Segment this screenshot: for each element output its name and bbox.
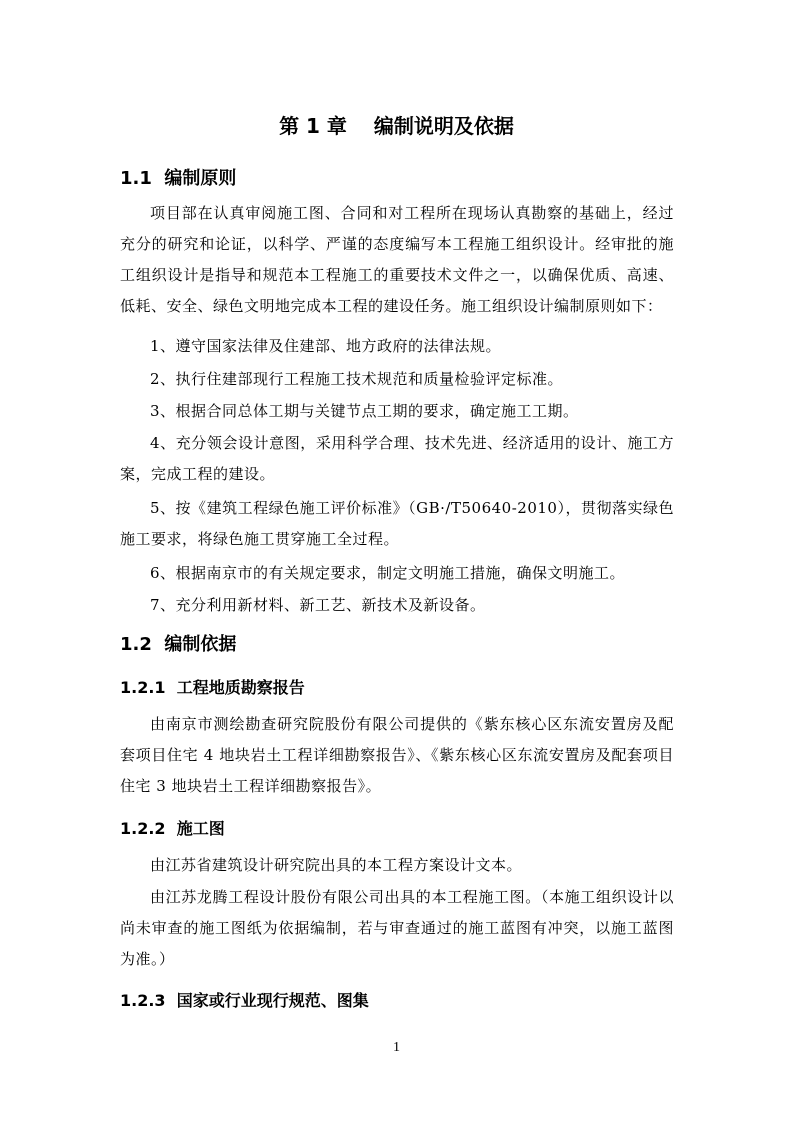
paragraph-scheme-design: 由江苏省建筑设计研究院出具的本工程方案设计文本。 — [150, 856, 523, 874]
section-heading-1-2-1: 1.2.1 工程地质勘察报告 — [120, 678, 305, 697]
paragraph-construction-drawings: 由江苏龙腾工程设计股份有限公司出具的本工程施工图。（本施工组织设计以尚未审查的施工图纸为依据编制，若与审查通过的施工蓝图有冲突，以施工蓝图为准。） — [120, 888, 674, 968]
section-heading-1-2-2: 1.2.2 施工图 — [120, 819, 225, 838]
principle-item-3: 3、根据合同总体工期与关键节点工期的要求，确定施工工期。 — [150, 402, 579, 420]
principle-item-2: 2、执行住建部现行工程施工技术规范和质量检验评定标准。 — [150, 370, 564, 388]
principle-item-1: 1、遵守国家法律及住建部、地方政府的法律法规。 — [150, 337, 502, 355]
principle-item-6: 6、根据南京市的有关规定要求，制定文明施工措施，确保文明施工。 — [150, 564, 626, 582]
principle-item-7: 7、充分利用新材料、新工艺、新技术及新设备。 — [150, 596, 486, 614]
page-number: 1 — [393, 1040, 400, 1055]
principle-item-4: 4、充分领会设计意图，采用科学合理、技术先进、经济适用的设计、施工方案，完成工程的建设。 — [120, 434, 674, 483]
paragraph-geology: 由南京市测绘勘查研究院股份有限公司提供的《紫东核心区东流安置房及配套项目住宅 4 地块岩土工程详细勘察报告》、《紫东核心区东流安置房及配套项目住宅 3 地块岩土工程详细勘察报告》。 — [120, 715, 674, 795]
section-heading-1-1: 1.1 编制原则 — [120, 168, 237, 189]
section-heading-1-2-3: 1.2.3 国家或行业现行规范、图集 — [120, 991, 369, 1010]
chapter-title: 第 1 章 编制说明及依据 — [279, 114, 514, 138]
paragraph-intro: 项目部在认真审阅施工图、合同和对工程所在现场认真勘察的基础上，经过充分的研究和论证，以科学、严谨的态度编写本工程施工组织设计。经审批的施工组织设计是指导和规范本工程施工的重要技术文件之一，以确保优质、高速、低耗、安全、绿色文明地完成本工程的建设任务。施工组织设计编制原则如下： — [120, 204, 674, 315]
section-heading-1-2: 1.2 编制依据 — [120, 634, 237, 655]
principle-item-5: 5、按《建筑工程绿色施工评价标准》（GB·/T50640-2010），贯彻落实绿色施工要求，将绿色施工贯穿施工全过程。 — [120, 499, 674, 548]
